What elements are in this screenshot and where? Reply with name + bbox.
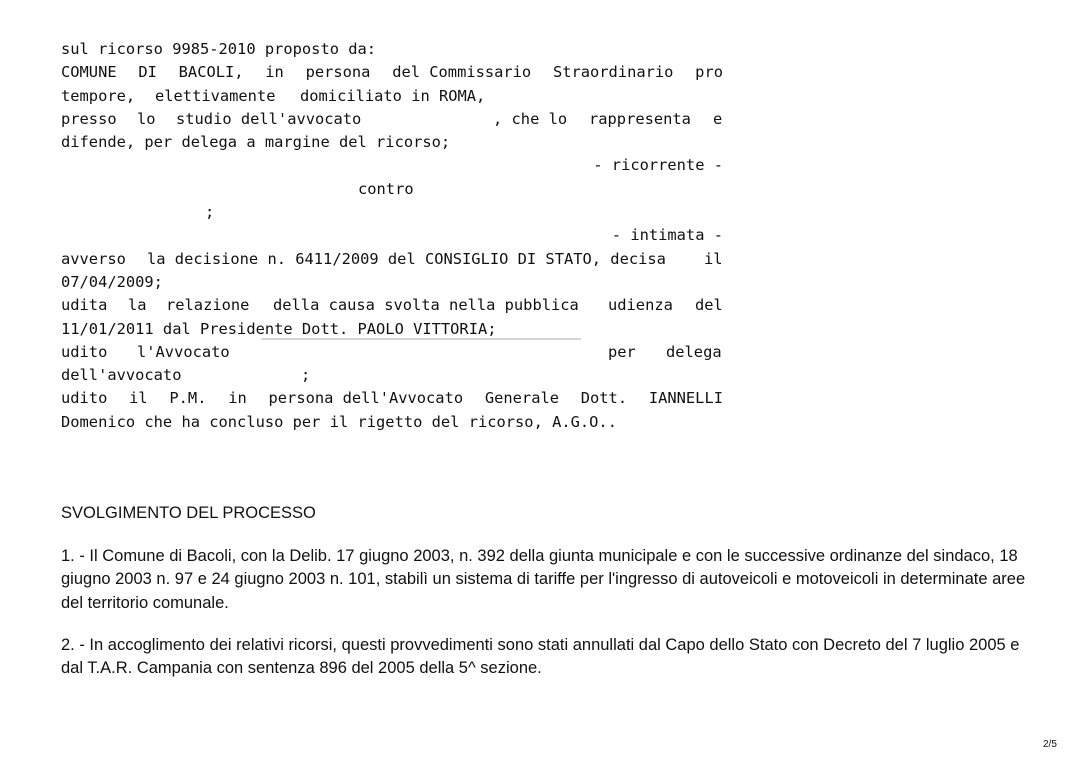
header-line-12-word: del [695, 296, 723, 315]
header-line-4-word: e [713, 109, 723, 128]
header-line-14-word: delega [666, 342, 722, 361]
header-line-12-word: udita [61, 296, 108, 315]
ricorrente-label: - ricorrente - [593, 156, 723, 175]
header-line-16-word: IANNELLI [648, 389, 723, 408]
header-line-14 [61, 341, 723, 364]
header-line-4 [61, 108, 723, 131]
contro-line [61, 178, 723, 201]
header-line-16-word: il [129, 389, 148, 408]
header-line-15 [61, 364, 723, 387]
header-line-2-word: Straordinario [552, 63, 674, 82]
contro-label: contro [358, 179, 414, 198]
header-line-13: 11/01/2011 dal Presidente Dott. PAOLO VITTORIA; [61, 319, 497, 338]
paragraph-1: 1. - Il Comune di Bacoli, con la Delib. 17 giugno 2003, n. 392 della giunta municipale e con le successive ordinanze del sindaco, 18 giugno 2003 n. 97 e 24 giugno 2003 n. 101, stabilì un sistema di tariffe per l'ingresso di autoveicoli e motoveicoli in determinate aree del territorio comunale. [61, 547, 1026, 612]
intimata-label: - intimata - [611, 226, 723, 245]
header-line-2-word: persona [305, 63, 371, 82]
page-number: 2/5 [1043, 739, 1057, 750]
header-line-3-word: elettivamente [155, 86, 276, 105]
header-line-16-word: P.M. [169, 389, 207, 408]
redaction-mark [261, 338, 581, 340]
header-line-2 [61, 61, 723, 84]
header-line-3-word: tempore, [61, 86, 136, 105]
header-line-2-word: COMUNE [61, 63, 117, 82]
header-line-4-word: , che lo [493, 109, 568, 128]
header-line-12-word: della causa svolta nella pubblica [273, 296, 579, 315]
header-line-16-word: udito [61, 389, 108, 408]
header-line-12-word: relazione [166, 296, 250, 315]
header-line-12 [61, 294, 723, 317]
header-line-12-word: udienza [608, 296, 673, 315]
header-line-2-word: DI [138, 63, 157, 82]
header-line-17: Domenico che ha concluso per il rigetto del ricorso, A.G.O.. [61, 412, 617, 431]
header-line-3-word: domiciliato in ROMA, [300, 86, 486, 105]
header-line-10-word: il [704, 249, 723, 268]
header-line-3 [61, 85, 723, 108]
header-line-4-word: presso [61, 109, 117, 128]
header-line-16-word: persona dell'Avvocato [268, 389, 464, 408]
header-line-1: sul ricorso 9985-2010 proposto da: [61, 40, 377, 58]
header-line-4-word: studio dell'avvocato [176, 109, 362, 128]
section-title: SVOLGIMENTO DEL PROCESSO [61, 504, 316, 522]
header-line-16-word: Generale [484, 389, 559, 408]
header-line-11: 07/04/2009; [61, 272, 163, 291]
header-line-4-word: lo [137, 109, 156, 128]
header-line-10 [61, 248, 723, 271]
header-line-10-word: la decisione n. 6411/2009 del CONSIGLIO DI STATO, decisa [147, 249, 666, 268]
header-line-12-word: la [128, 296, 147, 315]
header-line-5: difende, per delega a margine del ricorso; [61, 133, 451, 152]
header-line-15-word: ; [301, 366, 311, 385]
header-line-2-word: pro [695, 63, 723, 82]
paragraph-2: 2. - In accoglimento dei relativi ricorsi, questi provvedimenti sono stati annullati dal Capo dello Stato con Decreto del 7 luglio 2005 e dal T.A.R. Campania con sentenza 896 del 2005 della 5^ sezione. [61, 636, 1020, 678]
header-line-16 [61, 387, 723, 410]
header-line-2-word: in [265, 63, 284, 82]
semicolon-mark: ; [205, 203, 215, 222]
header-line-15-word: dell'avvocato [61, 366, 182, 385]
header-line-2-word: BACOLI, [178, 63, 244, 82]
header-line-16-word: Dott. [580, 389, 628, 408]
case-header-block [61, 38, 723, 434]
header-line-14-word: udito [61, 342, 108, 361]
semicolon-line [61, 201, 723, 224]
header-line-16-word: in [228, 389, 247, 408]
header-line-14-word: l'Avvocato [137, 342, 230, 361]
header-line-14-word: per [608, 342, 636, 361]
header-line-4-word: rappresenta [589, 109, 691, 128]
header-line-2-word: del Commissario [392, 63, 532, 82]
header-line-10-word: avverso [61, 249, 126, 268]
